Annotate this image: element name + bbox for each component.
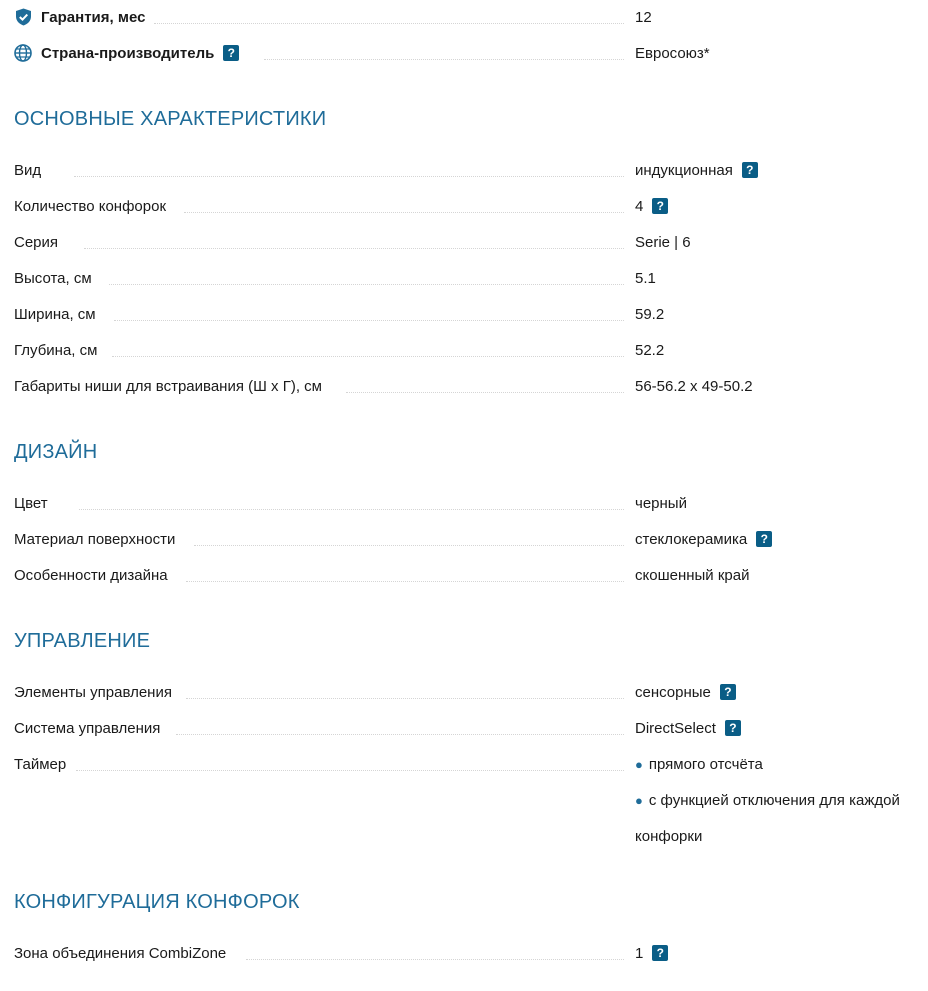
spec-label: Ширина, см: [14, 305, 96, 323]
spec-value: индукционная ?: [635, 159, 758, 181]
leader-dots: [194, 545, 624, 546]
section-title-design: ДИЗАЙН: [14, 441, 98, 463]
globe-icon: [14, 44, 32, 62]
leader-dots: [114, 320, 624, 321]
shield-check-icon: [14, 8, 32, 26]
spec-row: [14, 331, 924, 367]
leader-dots: [112, 356, 624, 357]
spec-label: Зона объединения CombiZone: [14, 944, 227, 962]
spec-value: 4 ?: [635, 195, 668, 217]
spec-value: DirectSelect ?: [635, 717, 741, 739]
section-title-control: УПРАВЛЕНИЕ: [14, 630, 151, 652]
help-icon[interactable]: ?: [652, 945, 668, 961]
spec-row-timer: [14, 745, 924, 853]
bullet-icon: ●: [635, 756, 643, 772]
spec-value: 52.2: [635, 341, 665, 359]
leader-dots: [74, 176, 624, 177]
spec-label: Цвет: [14, 494, 48, 512]
spec-label: Элементы управления: [14, 683, 172, 701]
spec-value: 59.2: [635, 305, 665, 323]
leader-dots: [109, 284, 624, 285]
spec-value: 1 ?: [635, 942, 668, 964]
leader-dots: [264, 59, 624, 60]
spec-label: Габариты ниши для встраивания (Ш х Г), см: [14, 377, 322, 395]
leader-dots: [346, 392, 624, 393]
spec-value: 56-56.2 x 49-50.2: [635, 377, 753, 395]
help-icon[interactable]: ?: [223, 45, 239, 61]
spec-value: Евросоюз*: [635, 44, 710, 62]
help-icon[interactable]: ?: [725, 720, 741, 736]
spec-row: [14, 673, 924, 709]
spec-value: 12: [635, 8, 652, 26]
leader-dots: [154, 23, 624, 24]
leader-dots: [76, 770, 624, 771]
leader-dots: [79, 509, 624, 510]
spec-value: Serie | 6: [635, 233, 691, 251]
spec-row: [14, 151, 924, 187]
spec-row: [14, 223, 924, 259]
bullet-item: ● прямого отсчёта: [635, 755, 763, 773]
spec-label: Особенности дизайна: [14, 566, 168, 584]
section-title-main: ОСНОВНЫЕ ХАРАКТЕРИСТИКИ: [14, 108, 327, 130]
spec-value: черный: [635, 494, 687, 512]
spec-label: Страна-производитель ?: [14, 42, 239, 64]
spec-row: [14, 520, 924, 556]
spec-label: Материал поверхности: [14, 530, 176, 548]
spec-row-warranty: [14, 0, 924, 34]
bullet-item-continuation: конфорки: [635, 827, 703, 845]
spec-label: Гарантия, мес: [14, 6, 145, 28]
leader-dots: [246, 959, 624, 960]
spec-row: [14, 187, 924, 223]
spec-label: Глубина, см: [14, 341, 98, 359]
spec-row: [14, 709, 924, 745]
spec-value: скошенный край: [635, 566, 750, 584]
spec-row: [14, 484, 924, 520]
spec-label: Высота, см: [14, 269, 92, 287]
spec-value: сенсорные ?: [635, 681, 736, 703]
spec-row: [14, 295, 924, 331]
spec-label: Серия: [14, 233, 59, 251]
spec-row: [14, 367, 924, 403]
help-icon[interactable]: ?: [720, 684, 736, 700]
leader-dots: [176, 734, 624, 735]
spec-label: Таймер: [14, 755, 67, 773]
spec-value: стеклокерамика ?: [635, 528, 772, 550]
spec-value: 5.1: [635, 269, 656, 287]
spec-row-country: [14, 34, 924, 70]
leader-dots: [184, 212, 624, 213]
spec-label: Вид: [14, 161, 42, 179]
leader-dots: [186, 698, 624, 699]
section-title-burners: КОНФИГУРАЦИЯ КОНФОРОК: [14, 891, 300, 913]
bullet-icon: ●: [635, 792, 643, 808]
spec-row: [14, 259, 924, 295]
help-icon[interactable]: ?: [652, 198, 668, 214]
spec-row: [14, 934, 924, 970]
leader-dots: [84, 248, 624, 249]
bullet-item: ● с функцией отключения для каждой: [635, 791, 900, 809]
spec-label: Система управления: [14, 719, 161, 737]
spec-row: [14, 556, 924, 592]
help-icon[interactable]: ?: [742, 162, 758, 178]
leader-dots: [186, 581, 624, 582]
spec-label: Количество конфорок: [14, 197, 167, 215]
help-icon[interactable]: ?: [756, 531, 772, 547]
